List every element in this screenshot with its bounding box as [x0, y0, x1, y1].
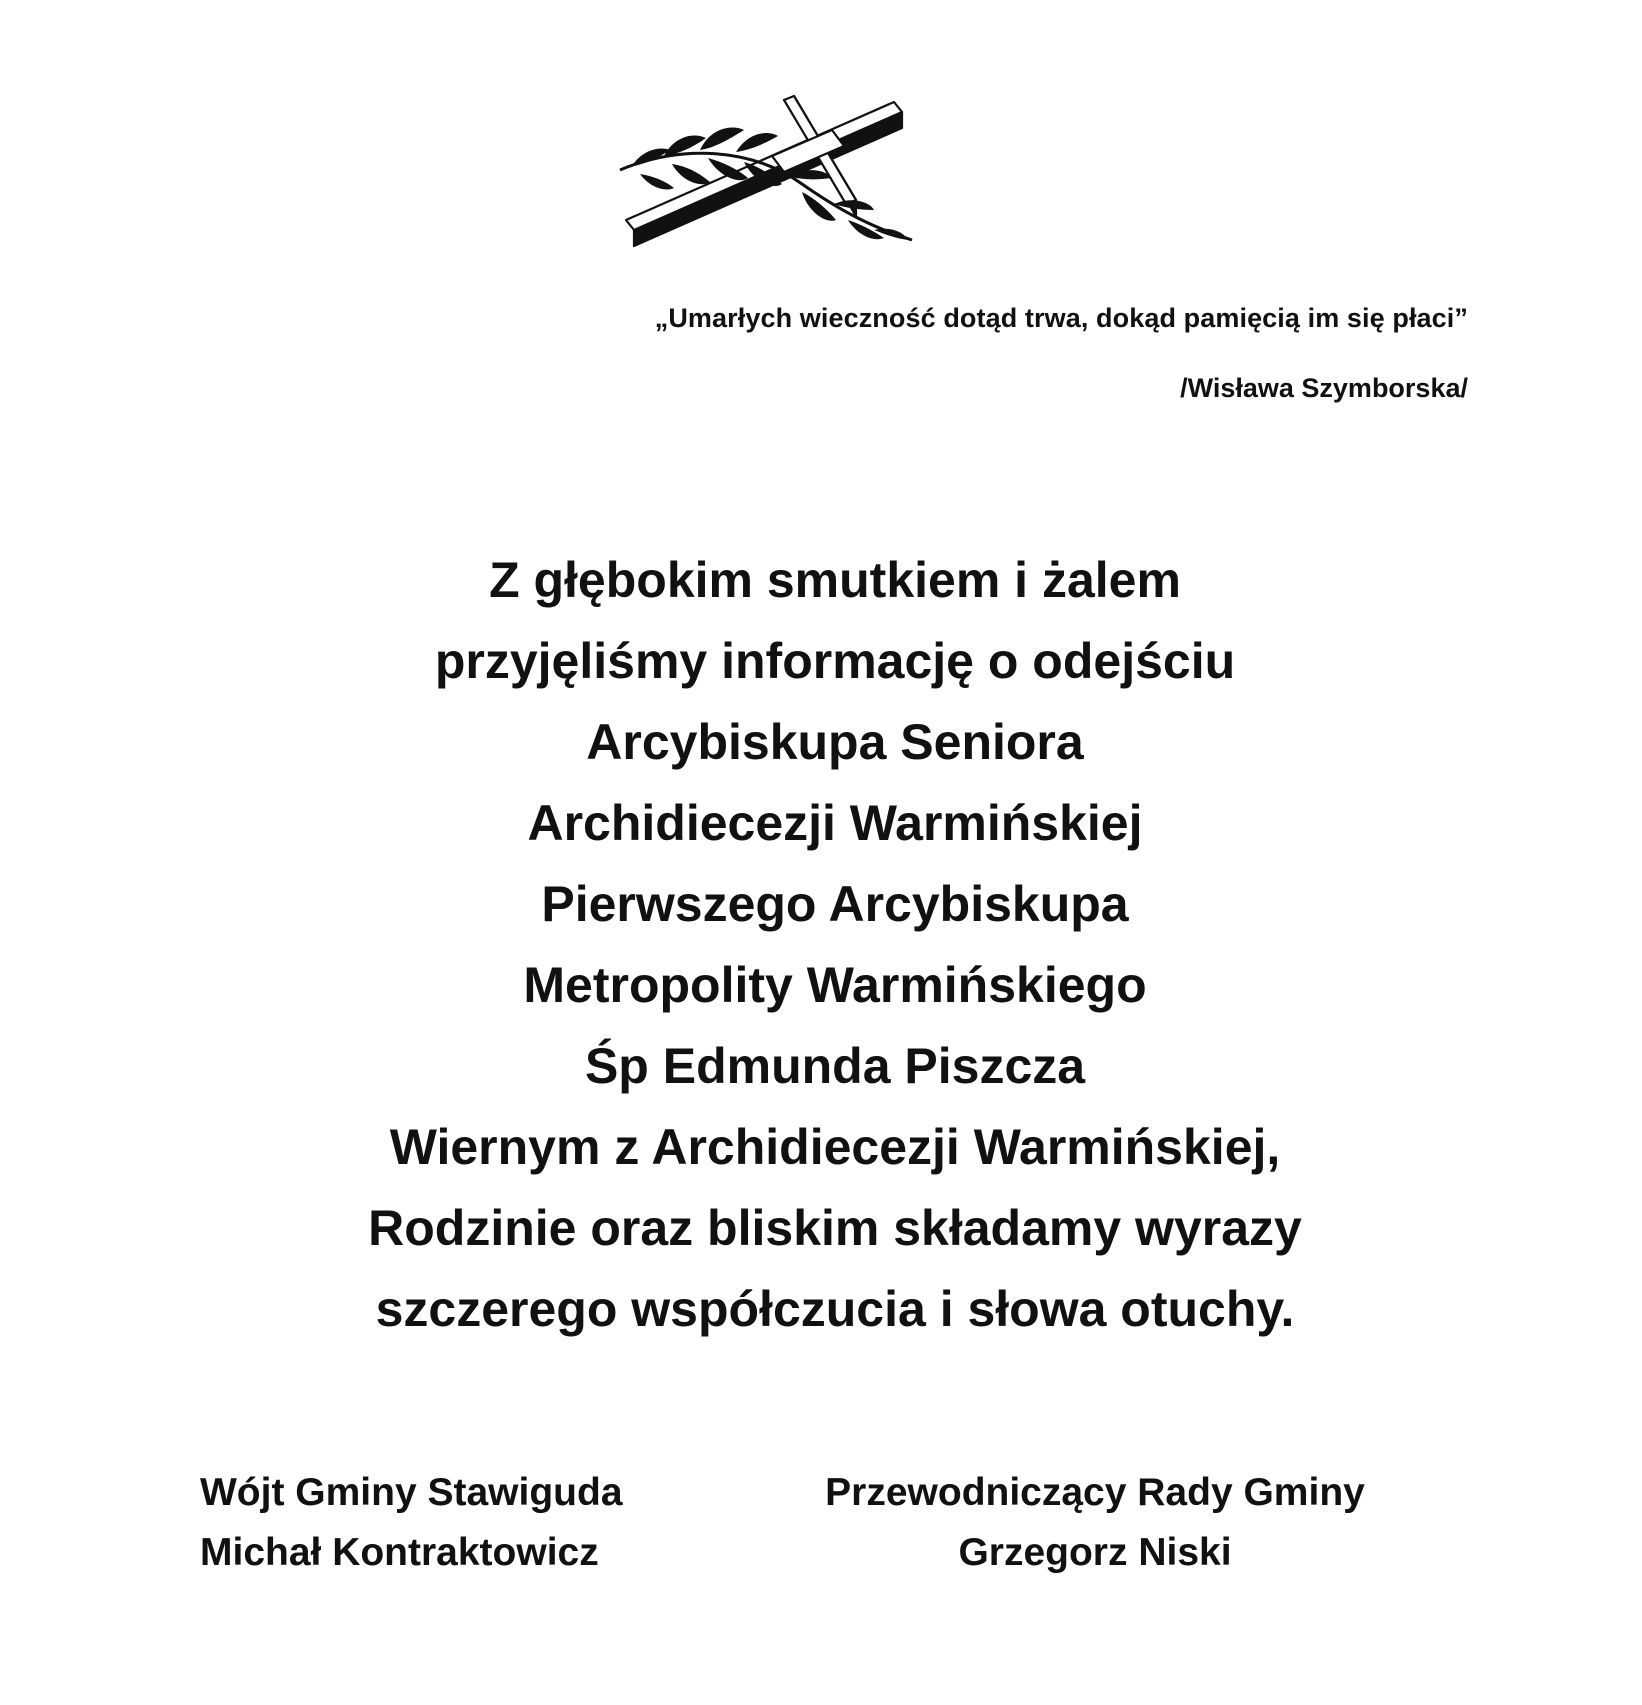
message-line: Z głębokim smutkiem i żalem — [489, 552, 1181, 608]
cross-with-palm-branch-icon — [612, 92, 972, 272]
message-line: przyjęliśmy informację o odejściu — [434, 633, 1236, 689]
message-line: Śp Edmunda Piszcza — [584, 1038, 1086, 1094]
signature-right-title: Przewodniczący Rady Gminy — [825, 1471, 1365, 1514]
message-line: Wiernym z Archidiecezji Warmińskiej, — [389, 1119, 1281, 1175]
message-line: Rodzinie oraz bliskim składamy wyrazy — [368, 1200, 1302, 1256]
signature-right — [790, 1463, 1400, 1583]
message-line: Archidiecezji Warmińskiej — [527, 795, 1143, 851]
condolence-message — [200, 540, 1470, 1350]
signature-left-name: Michał Kontraktowicz — [200, 1531, 599, 1574]
signature-left — [200, 1463, 623, 1583]
signatures — [200, 1463, 1470, 1603]
signature-left-title: Wójt Gminy Stawiguda — [200, 1471, 623, 1514]
message-line: Pierwszego Arcybiskupa — [541, 876, 1129, 932]
message-line: Metropolity Warmińskiego — [523, 957, 1147, 1013]
message-line: Arcybiskupa Seniora — [586, 714, 1084, 770]
epigraph-author: /Wisława Szymborska/ — [1180, 373, 1468, 403]
signature-right-name: Grzegorz Niski — [958, 1531, 1232, 1574]
epigraph-quote: „Umarłych wieczność dotąd trwa, dokąd pamięcią im się płaci” — [654, 303, 1468, 333]
message-line: szczerego współczucia i słowa otuchy. — [375, 1281, 1295, 1337]
